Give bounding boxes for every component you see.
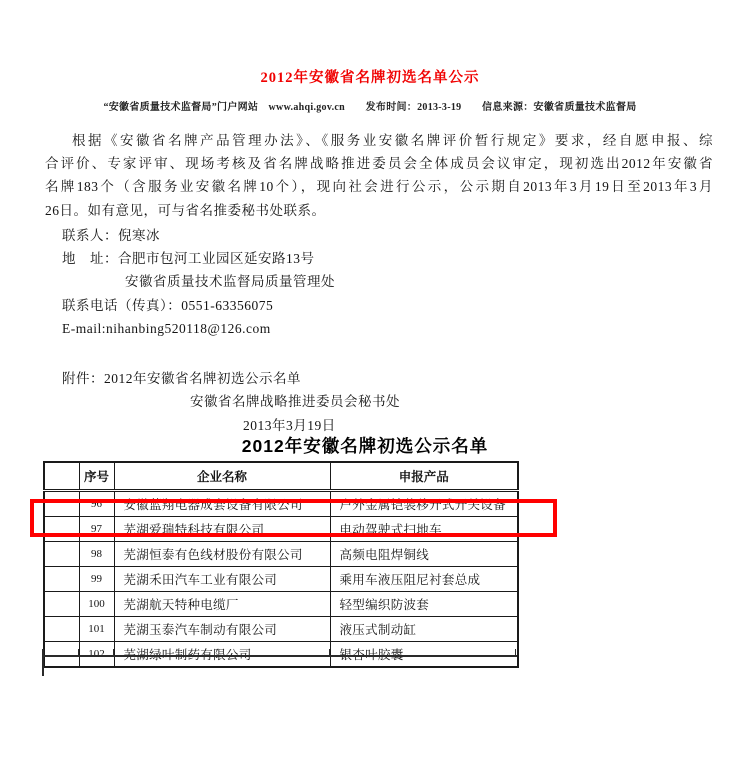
row-company-cell: 安徽蓝翔电器成套设备有限公司 xyxy=(114,491,330,517)
row-company-cell: 芜湖玉泰汽车制动有限公司 xyxy=(114,617,330,642)
row-no-cell: 96 xyxy=(79,491,114,517)
row-company-cell: 芜湖绿叶制药有限公司 xyxy=(114,642,330,668)
row-product-cell: 银杏叶胶囊 xyxy=(330,642,518,668)
paragraph-line: 根据《安徽省名牌产品管理办法》、《服务业安徽名牌评价暂行规定》要求，经自愿申报、综 xyxy=(72,133,713,148)
contact-department: 安徽省质量技术监督局质量管理处 xyxy=(125,274,335,290)
row-no-cell: 98 xyxy=(79,542,114,567)
body-paragraph xyxy=(45,129,713,222)
row-product-cell: 乘用车液压阻尼衬套总成 xyxy=(330,567,518,592)
contact-block xyxy=(62,224,662,340)
table-row xyxy=(44,567,518,592)
table-row xyxy=(44,617,518,642)
row-company-cell: 芜湖恒泰有色线材股份有限公司 xyxy=(114,542,330,567)
paragraph-line: 26日。如有意见，可与省名推委秘书处联系。 xyxy=(45,202,326,218)
brand-list-table xyxy=(43,461,519,668)
table-continuation-line xyxy=(43,655,517,657)
attachment-block xyxy=(62,367,682,437)
row-product-cell: 液压式制动缸 xyxy=(330,617,518,642)
header-company: 企业名称 xyxy=(114,462,330,491)
publish-meta: “安徽省质量技术监督局”门户网站 www.ahqi.gov.cn 发布时间：2013-3-19 信息来源：安徽省质量技术监督局 xyxy=(103,102,637,113)
row-company-cell: 芜湖禾田汽车工业有限公司 xyxy=(114,567,330,592)
row-no-cell: 100 xyxy=(79,592,114,617)
table-row xyxy=(44,592,518,617)
corner-cell xyxy=(44,462,79,491)
row-no-cell: 97 xyxy=(79,517,114,542)
row-company-cell: 芜湖航天特种电缆厂 xyxy=(114,592,330,617)
paragraph-line: 名牌183个（含服务业安徽名牌10个），现向社会进行公示，公示期自2013年3月19日至2013年3月 xyxy=(45,179,713,195)
table-header-row xyxy=(44,462,518,491)
table-title: 2012年安徽名牌初选公示名单 xyxy=(241,436,489,456)
secretariat-signature: 安徽省名牌战略推进委员会秘书处 xyxy=(190,394,400,410)
row-no-cell: 99 xyxy=(79,567,114,592)
contact-address: 地 址：合肥市包河工业园区延安路13号 xyxy=(62,251,315,267)
signature-date: 2013年3月19日 xyxy=(243,417,336,433)
row-gap-cell xyxy=(44,542,79,567)
row-product-cell: 轻型编织防波套 xyxy=(330,592,518,617)
row-no-cell: 102 xyxy=(79,642,114,668)
attachment-note: 附件：2012年安徽省名牌初选公示名单 xyxy=(62,371,301,386)
highlight-rectangle xyxy=(30,499,557,537)
row-no-cell: 101 xyxy=(79,617,114,642)
contact-phone: 联系电话（传真）：0551-63356075 xyxy=(62,297,274,313)
table-continuation-divider xyxy=(78,649,79,656)
row-gap-cell xyxy=(44,592,79,617)
header-no: 序号 xyxy=(79,462,114,491)
table-continuation-left-border xyxy=(42,649,44,676)
table-continuation-divider xyxy=(515,649,516,656)
table-continuation-divider xyxy=(329,649,330,656)
table-continuation-divider xyxy=(113,649,114,656)
contact-person: 联系人：倪寒冰 xyxy=(62,228,160,243)
row-gap-cell xyxy=(44,617,79,642)
row-product-cell: 高频电阻焊铜线 xyxy=(330,542,518,567)
row-company-cell: 芜湖爱瑞特科技有限公司 xyxy=(114,517,330,542)
paragraph-line: 合评价、专家评审、现场考核及省名牌战略推进委员会全体成员会议审定，现初选出2012年安徽省 xyxy=(45,156,713,172)
row-product-cell: 户外金属铠装移开式开关设备 xyxy=(330,491,518,517)
header-product: 申报产品 xyxy=(330,462,518,491)
page-title: 2012年安徽省名牌初选名单公示 xyxy=(260,70,480,86)
contact-email: E-mail:nihanbing520118@126.com xyxy=(62,320,271,336)
table-row xyxy=(44,542,518,567)
row-gap-cell xyxy=(44,567,79,592)
row-product-cell: 电动驾驶式扫地车 xyxy=(330,517,518,542)
